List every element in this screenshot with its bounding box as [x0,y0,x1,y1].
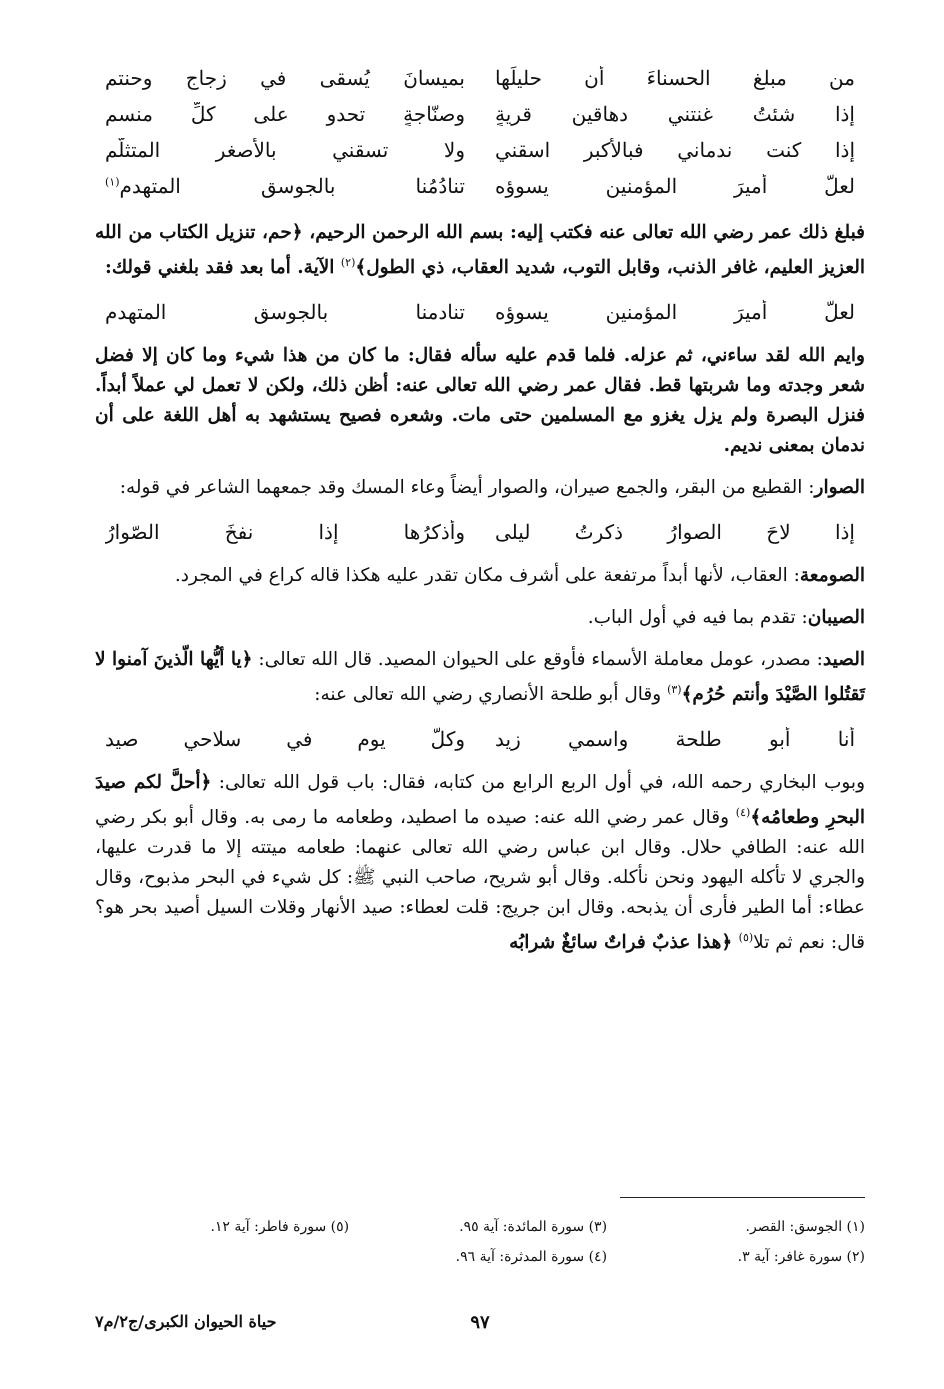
verse-line [105,295,855,329]
footnote: (٢) سورة غافر: آية ٣. [737,1249,865,1265]
footnote-marker: (٤) [735,806,751,820]
footnote-marker: (١) [105,175,120,189]
footnote: (٣) سورة المائدة: آية ٩٥. [459,1219,608,1235]
verse-line [105,132,855,168]
verse-line [105,96,855,132]
verse-second-hemistich: تنادمنا بالجوسقِ المتهدم [105,300,465,325]
verse-line [105,60,855,96]
verse-second-hemistich: وصنّاجةٍ تحدو على كلِّ منسم [105,102,465,126]
paragraph: وايم الله لقد ساءني، ثم عزله. فلما قدم عليه سأله فقال: ما كان من هذا شيء وما كان إلا فضل شعر وجدته وما شربتها قط. فقال عمر رضي الله تعالى عنه: أظن ذلك، ولكن لا تعمل لي عملاً أبداً. فنزل البصرة ولم يزل يغزو مع المسلمين حتى مات. وشعره فصيح يستشهد به أهل اللغة على أن ندمان بمعنى نديم. [95,345,865,457]
quran-quote: ﴿أحلَّ لكم صيدَ البحرِ وطعامُه﴾ [95,772,865,829]
verse-line [105,515,855,549]
verse-second-hemistich: وكلَّ يومٍ في سلاحي صيد [105,727,465,752]
entry-term: الصيبان [807,607,865,629]
quran-quote: ﴿يا أيُّها الّذينَ آمنوا لا تَقتُلوا الصَّيْدَ وأنتم حُرُم﴾ [95,649,865,706]
paragraph [95,473,865,503]
paragraph [95,561,865,591]
footnote-row [95,1212,865,1242]
footnote: (٥) سورة فاطر: آية ١٢. [210,1219,350,1235]
footnotes [95,1212,865,1272]
verse-first-hemistich: إذا شئتُ غنتني دهاقين قريةٍ [495,102,855,126]
paragraph-text: : القطيع من البقر، والجمع صيران، والصوار أيضاً وعاء المسك وقد جمعهما الشاعر في قوله: [119,477,815,499]
paragraph-text: الآية. أما بعد فقد بلغني قولك: [104,257,341,279]
paragraph [95,768,865,958]
footnote-row [95,1242,865,1272]
quran-quote: ﴿هذا عذبٌ فراتٌ سائغٌ شرابُه [509,932,739,954]
footnote-marker: (٢) [340,256,356,269]
footnote: (٤) سورة المدثرة: آية ٩٦. [455,1249,608,1265]
verse-first-hemistich: لعلَّ أميرَ المؤمنين يسوؤه [495,174,855,198]
footnote-divider [620,1197,865,1198]
paragraph [95,218,865,283]
verse-second-hemistich: ولا تسقني بالأصغرِ المتثلّمِ [105,138,465,162]
entry-term: الصوار [814,477,865,499]
verse-second-hemistich: بميسانَ يُسقى في زجاجٍ وحنتمِ [105,66,465,90]
verse-first-hemistich: إذا كنت ندماني فبالأكبر اسقني [495,138,855,162]
quran-quote: ﴿حم، تنزيل الكتاب من الله العزيز العليم، غافر الذنب، وقابل التوب، شديد العقاب، ذي الطول﴾ [95,222,865,279]
footnote-marker: (٣) [667,683,682,697]
running-title: حياة الحيوان الكبرى/ج٢/م٧ [95,1312,277,1331]
poem-block [105,60,855,204]
paragraph-text: : مصدر، عومل معاملة الأسماء فأوقع على الحيوان المصيد. قال الله تعالى: [252,649,823,671]
entry-term: الصومعة [799,565,865,587]
paragraph-text: : تقدم بما فيه في أول الباب. [587,607,808,629]
verse-first-hemistich: إذا لاحَ الصوارُ ذكرتُ ليلى [495,520,855,545]
verse-second-hemistich: وأذكرُها إذا نفخَ الصّوارُ [105,520,465,545]
verse-first-hemistich: أنا أبو طلحة واسمي زيد [495,727,855,752]
entry-term: الصيد [822,649,865,671]
verse-text: تنادُمُنا بالجوسقِ المتهدمِ [119,174,465,198]
paragraph-text: فبلغ ذلك عمر رضي الله تعالى عنه فكتب إليه: بسم الله الرحمن الرحيم، [302,222,865,243]
paragraph [95,603,865,633]
footnote: (١) الجوسق: القصر. [745,1219,865,1235]
paragraph-text: وقال عمر رضي الله عنه: صيده ما اصطيد، وطعامه ما رمى به. وقال أبو بكر رضي الله عنه: الطافي حلال. وقال ابن عباس رضي الله تعالى عنهما: طعامه ميتته إلا ما قدرت عليها، والجري لا تأكله اليهود ونحن نأكله. وقال أبو شريح، صاحب النبي ﷺ: كل شيء في البحر مذبوح، وقال عطاء: أما الطير فأرى أن يذبحه. وقال ابن جريج: قلت لعطاء: صيد الأنهار وقلات السيل أصيد بحر هو؟ قال: نعم ثم تلا [95,807,865,954]
paragraph-text: وقال أبو طلحة الأنصاري رضي الله تعالى عنه: [314,684,668,706]
verse-line [105,722,855,756]
verse-first-hemistich: لعلَّ أميرَ المؤمنين يسوؤه [495,300,855,325]
paragraph-text: : العقاب، لأنها أبداً مرتفعة على أشرف مكان تقدر عليه هكذا قاله كراع في المجرد. [174,565,800,587]
footnote-marker: (٥) [738,931,754,945]
verse-second-hemistich [105,174,465,198]
verse-first-hemistich: من مبلغِ الحسناءَ أن حليلَها [495,66,855,90]
paragraph [95,645,865,710]
paragraph-text: وبوب البخاري رحمه الله، في أول الربع الرابع من كتابه، فقال: باب قول الله تعالى: [211,772,866,794]
page-body [95,60,865,971]
page-number: ٩٧ [470,1312,490,1333]
verse-line [105,168,855,204]
